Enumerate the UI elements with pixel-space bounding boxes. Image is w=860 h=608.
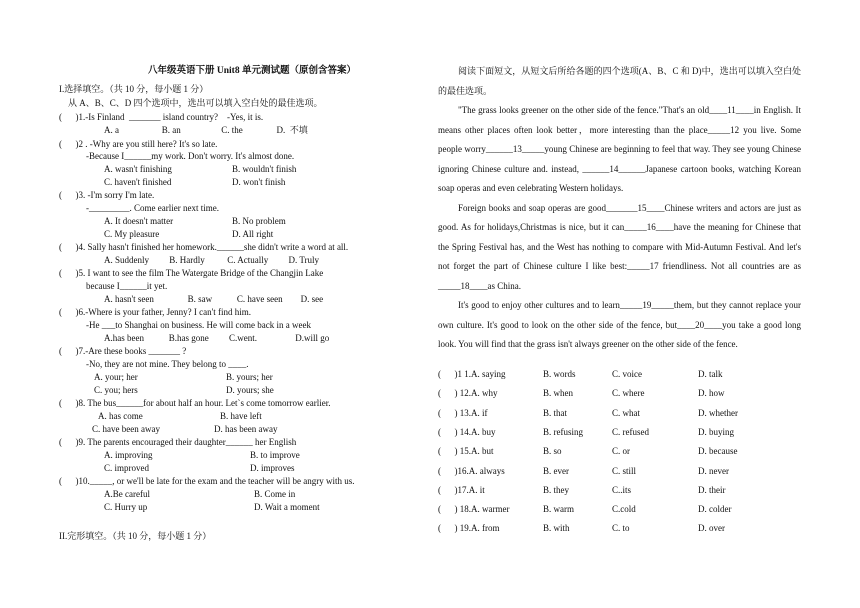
question-9: ( )9. The parents encouraged their daughter______ her English [59,437,297,447]
cloze-question-stem: ( )16.A. always [438,465,505,476]
question-5-options: A. hasn't seen B. saw C. have seen D. see [104,294,324,304]
cloze-option: D. colder [698,504,732,515]
question-1: ( )1.-Is Finland _______ island country? -Yes, it is. [59,112,264,122]
passage-intro: 阅读下面短文，从短文后所给各题的四个选项(A、B、C 和 D)中，选出可以填入空白处的最佳选项。 [438,66,801,96]
cloze-option: B. warm [543,504,574,515]
question-10-option-a: A.Be careful [104,489,150,499]
cloze-option: C. refused [612,426,649,437]
cloze-question-stem: ( ) 15.A. but [438,446,494,457]
question-3-option-d: D. All right [232,229,274,239]
question-2-reply: -Because I______my work. Don't worry. It's almost done. [86,151,295,161]
question-8-option-a: A. has come [98,411,143,421]
cloze-question-stem: ( )1 1.A. saying [438,369,506,379]
question-5: ( )5. I want to see the film The Watergate Bridge of the Changjin Lake [59,268,324,278]
question-2: ( )2 . -Why are you still here? It's so late. [59,139,218,149]
section-1-heading: I.选择填空。（共 10 分，每小题 1 分） [59,84,209,94]
question-4-options: A. Suddenly B. Hardly C. Actually D. Truly [104,255,320,265]
reading-passage [438,62,801,355]
question-3: ( )3. -I'm sorry I'm late. [59,190,155,200]
question-2-option-d: D. won't finish [232,177,286,187]
question-1-options: A. a B. an C. the D. 不填 [104,125,308,135]
cloze-option: D. because [698,446,738,457]
question-9-option-b: B. to improve [250,450,300,460]
cloze-option: C. still [612,465,637,476]
cloze-option: B. with [543,523,570,534]
section-2-heading: II.完形填空。（共 10 分，每小题 1 分） [59,531,212,541]
cloze-option: C..its [612,484,632,495]
question-6-reply: -He ___to Shanghai on business. He will come back in a week [86,320,311,330]
question-10: ( )10._____, or we'll be late for the exam and the teacher will be angry with us. [59,476,355,486]
cloze-option: D. whether [698,407,738,418]
cloze-option: D. their [698,484,726,495]
cloze-option: D. talk [698,369,723,379]
cloze-question-stem: ( ) 13.A. if [438,407,488,418]
question-10-option-b: B. Come in [254,489,296,499]
cloze-option: B. they [543,484,569,495]
question-8-option-d: D. has been away [214,424,278,434]
section-1-instruction: 从 A、B、C、D 四个选项中，选出可以填入空白处的最佳选项。 [68,98,323,108]
question-5-continued: because I______it yet. [86,281,168,291]
question-4: ( )4. Sally hasn't finished her homework.______she didn't write a word at all. [59,242,349,252]
question-3-option-a: A. It doesn't matter [104,216,174,226]
question-9-option-c: C. improved [104,463,149,473]
question-8-option-b: B. have left [220,411,262,421]
question-7-reply: -No, they are not mine. They belong to ____. [86,359,249,369]
cloze-question-stem: ( ) 18.A. warmer [438,504,510,515]
cloze-option: C. what [612,407,640,418]
question-9-option-a: A. improving [104,450,153,460]
cloze-option: D. how [698,388,725,399]
passage-paragraph-1: "The grass looks greener on the other side of the fence."That's an old____11____in English. It means other places often look better，more interesting than the place_____12 you live. Some people worry______13_____young Chinese are beginning to feel that way. They see young Chinese ignoring Chinese culture and. instead, ______14______Japanese cartoon books, watching Korean soap operas and even celebrating Western holidays. [438,105,801,193]
question-10-option-c: C. Hurry up [104,502,148,512]
question-9-option-d: D. improves [250,463,295,473]
cloze-option: C. or [612,446,630,457]
cloze-question-stem: ( ) 14.A. buy [438,426,496,437]
cloze-option: C. to [612,523,630,534]
question-3-reply: -_________. Come earlier next time. [86,203,219,213]
cloze-question-stem: ( )17.A. it [438,484,485,495]
cloze-option: D. never [698,465,729,476]
question-7-option-d: D. yours; she [226,385,274,395]
cloze-option: B. refusing [543,426,583,437]
passage-paragraph-2: Foreign books and soap operas are good_______15____Chinese writers and actors are just as good. As for holidays,Christmas is nice, but it can_____16____have the meaning for Chinese that the Spring Festival has, and the West has nothing to compare with Mid-Autumn Festival. And let's not forget the part of Chinese culture I like best:_____17 friendliness. Not all countries are as _____18____as China. [438,202,801,291]
cloze-option: B. so [543,446,562,457]
cloze-option: D. over [698,523,725,534]
question-3-option-c: C. My pleasure [104,229,160,239]
question-8: ( )8. The bus______for about half an hour. Let`s come tomorrow earlier. [59,398,331,408]
question-10-option-d: D. Wait a moment [254,502,320,512]
cloze-option: D. buying [698,426,734,437]
page-title: 八年级英语下册 Unit8 单元测试题（原创含答案） [148,66,356,76]
cloze-option: B. that [543,407,567,418]
question-7-option-b: B. yours; her [226,372,273,382]
cloze-option: B. ever [543,465,569,476]
question-7-option-a: A. your; her [94,372,138,382]
question-6: ( )6.-Where is your father, Jenny? I can't find him. [59,307,251,317]
question-3-option-b: B. No problem [232,216,286,226]
cloze-option: B. words [543,369,576,379]
question-2-option-a: A. wasn't finishing [104,164,172,174]
cloze-question-stem: ( ) 19.A. from [438,523,500,534]
passage-paragraph-3: It's good to enjoy other cultures and to learn_____19_____them, but they cannot replace your own culture. It's good to look on the other side of the fence, but____20____you take a good long look. You will find that the grass isn't always greener on the other side of the fence. [438,300,801,349]
cloze-option: B. when [543,388,573,399]
cloze-option: C.cold [612,504,636,515]
question-2-option-c: C. haven't finished [104,177,172,187]
question-2-option-b: B. wouldn't finish [232,164,297,174]
cloze-option: C. where [612,388,645,399]
question-6-options: A.has been B.has gone C.went. D.will go [104,333,330,343]
question-7: ( )7.-Are these books _______ ? [59,346,187,356]
question-7-option-c: C. you; hers [94,385,138,395]
cloze-option: C. voice [612,369,642,379]
question-8-option-c: C. have been away [92,424,160,434]
cloze-question-stem: ( ) 12.A. why [438,388,498,399]
